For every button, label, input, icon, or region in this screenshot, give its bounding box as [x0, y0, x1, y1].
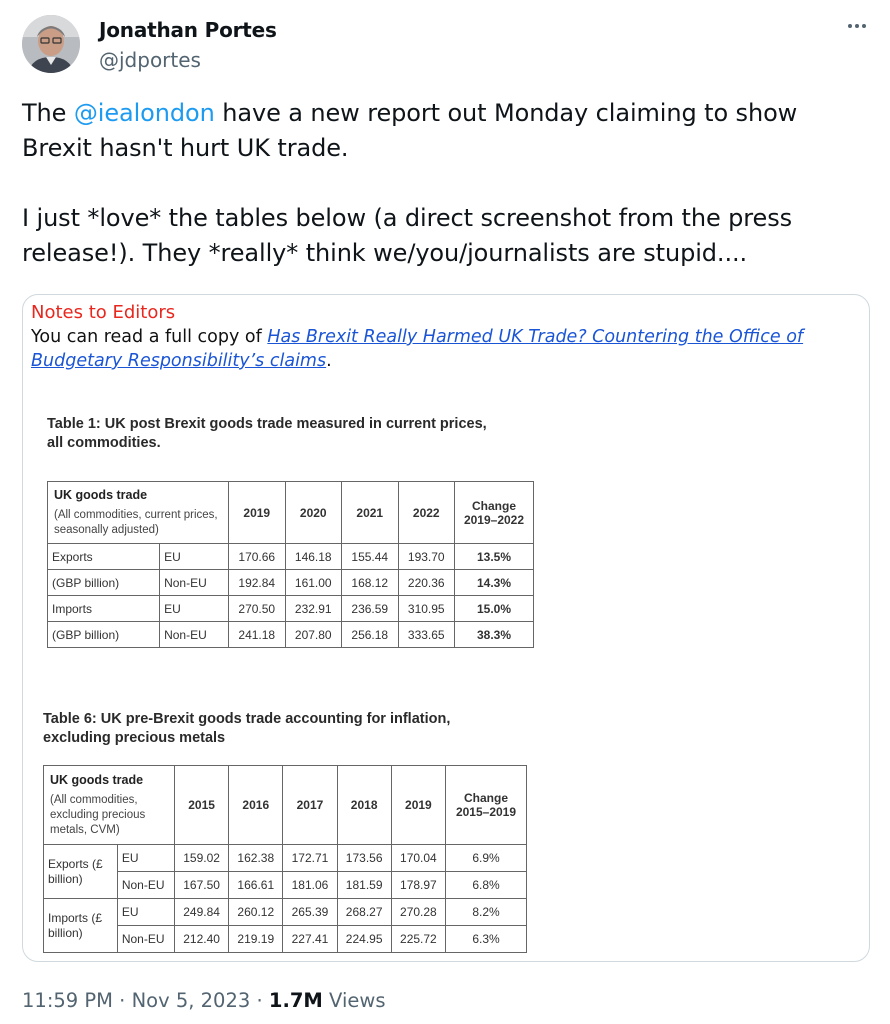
table6-cell: 265.39	[283, 899, 337, 926]
table6-cell: 178.97	[391, 872, 445, 899]
table6-change-cell: 6.3%	[446, 926, 527, 953]
table6-cell: 167.50	[175, 872, 229, 899]
table1-caption-line2: all commodities.	[47, 435, 161, 451]
table6-caption-line1: Table 6: UK pre-Brexit goods trade accounting for inflation,	[43, 711, 451, 727]
table1-cell: 207.80	[285, 622, 342, 648]
table6-year-header: 2017	[283, 766, 337, 845]
table1-cell: 310.95	[398, 596, 455, 622]
table6-row-region: Non-EU	[117, 872, 174, 899]
author-handle[interactable]: @jdportes	[99, 48, 201, 72]
table6-group-label: Imports (£ billion)	[44, 899, 118, 953]
tweet-text	[22, 96, 868, 271]
tweet-paragraph-1	[22, 96, 868, 166]
table1-year-header: 2020	[285, 482, 342, 544]
table1-year-header: 2021	[342, 482, 399, 544]
tweet-media-image[interactable]	[22, 294, 870, 962]
notes-suffix: .	[326, 351, 332, 371]
table1-change-cell: 38.3%	[455, 622, 534, 648]
tweet-text-segment: The	[22, 99, 74, 127]
table1-row	[48, 570, 534, 596]
table1-row-region: EU	[160, 544, 229, 570]
table1-caption	[47, 415, 487, 453]
table1-cell: 168.12	[342, 570, 399, 596]
tweet-date: Nov 5, 2023	[131, 989, 251, 1012]
views-label: Views	[329, 989, 386, 1012]
table1-caption-line1: Table 1: UK post Brexit goods trade measured in current prices,	[47, 416, 487, 432]
table6-row	[44, 899, 527, 926]
table1-row-label: (GBP billion)	[48, 622, 160, 648]
table1-cell: 256.18	[342, 622, 399, 648]
table6-cell: 219.19	[229, 926, 283, 953]
table1-change-cell: 14.3%	[455, 570, 534, 596]
table1-cell: 192.84	[229, 570, 286, 596]
table1-corner-sub: (All commodities, current prices, seasonally adjusted)	[54, 508, 218, 536]
table6-cell: 181.06	[283, 872, 337, 899]
tweet-header	[22, 15, 868, 75]
table1-row	[48, 544, 534, 570]
more-options-button[interactable]	[846, 15, 868, 42]
table6-cell: 270.28	[391, 899, 445, 926]
table1-row	[48, 622, 534, 648]
table1-change-cell: 15.0%	[455, 596, 534, 622]
table6-row-region: EU	[117, 899, 174, 926]
table1-cell: 193.70	[398, 544, 455, 570]
table1-cell: 270.50	[229, 596, 286, 622]
table6-change-cell: 8.2%	[446, 899, 527, 926]
table6-cell: 159.02	[175, 845, 229, 872]
table6-year-header: 2018	[337, 766, 391, 845]
table6-caption-line2: excluding precious metals	[43, 730, 226, 746]
table1-year-header: 2022	[398, 482, 455, 544]
table6-cell: 212.40	[175, 926, 229, 953]
views-count: 1.7M	[268, 989, 323, 1012]
table1-cell: 161.00	[285, 570, 342, 596]
table6-year-header: 2019	[391, 766, 445, 845]
table6-cell: 227.41	[283, 926, 337, 953]
avatar[interactable]	[22, 15, 80, 73]
tweet-time: 11:59 PM	[22, 989, 113, 1012]
notes-title: Notes to Editors	[31, 302, 176, 323]
table6-cell: 170.04	[391, 845, 445, 872]
table1-row-region: Non-EU	[160, 570, 229, 596]
table6-cell: 166.61	[229, 872, 283, 899]
table6-change-header: Change 2015–2019	[446, 766, 527, 845]
table1-corner-title: UK goods trade	[54, 487, 148, 502]
table6-cell: 268.27	[337, 899, 391, 926]
table6-row-region: EU	[117, 845, 174, 872]
table1-year-header: 2019	[229, 482, 286, 544]
table1-corner	[48, 482, 229, 544]
table6-cell: 173.56	[337, 845, 391, 872]
table1-change-cell: 13.5%	[455, 544, 534, 570]
table6-group-label: Exports (£ billion)	[44, 845, 118, 899]
table6-cell: 225.72	[391, 926, 445, 953]
table6-cell: 260.12	[229, 899, 283, 926]
table6-corner	[44, 766, 175, 845]
table6-cell: 224.95	[337, 926, 391, 953]
table6-cell: 181.59	[337, 872, 391, 899]
table1-cell: 241.18	[229, 622, 286, 648]
report-link: Has Brexit Really Harmed UK Trade? Countering the Office of Budgetary Responsibility’s claims	[31, 327, 804, 371]
table6-change-cell: 6.8%	[446, 872, 527, 899]
table1-cell: 333.65	[398, 622, 455, 648]
table6-header-row	[44, 766, 527, 845]
table1	[47, 481, 534, 648]
table6-row-region: Non-EU	[117, 926, 174, 953]
table1-cell: 155.44	[342, 544, 399, 570]
table6-corner-title: UK goods trade	[50, 772, 144, 787]
table6	[43, 765, 527, 953]
table1-row-region: Non-EU	[160, 622, 229, 648]
table1-cell: 236.59	[342, 596, 399, 622]
table1-cell: 170.66	[229, 544, 286, 570]
mention-link[interactable]: @iealondon	[73, 99, 215, 127]
table6-row	[44, 845, 527, 872]
author-name[interactable]: Jonathan Portes	[99, 18, 277, 42]
table6-cell: 162.38	[229, 845, 283, 872]
notes-prefix: You can read a full copy of	[31, 327, 268, 347]
table1-header-row	[48, 482, 534, 544]
table1-cell: 220.36	[398, 570, 455, 596]
table6-cell: 249.84	[175, 899, 229, 926]
table6-corner-sub: (All commodities, excluding precious metals, CVM)	[50, 793, 146, 836]
table1-row-label: (GBP billion)	[48, 570, 160, 596]
tweet-text-segment: have a new report out Monday claiming to show Brexit hasn't hurt UK trade.	[22, 99, 798, 162]
table1-row-label: Exports	[48, 544, 160, 570]
more-horizontal-icon	[846, 15, 868, 37]
avatar-image	[22, 15, 80, 73]
table6-year-header: 2016	[229, 766, 283, 845]
tweet-meta: 11:59 PM · Nov 5, 2023 · 1.7M Views	[22, 989, 386, 1012]
tweet-time-link[interactable]: 11:59 PM · Nov 5, 2023	[22, 989, 251, 1012]
table1-row	[48, 596, 534, 622]
table1-row-label: Imports	[48, 596, 160, 622]
table6-caption	[43, 710, 450, 748]
table6-cell: 172.71	[283, 845, 337, 872]
table1-row-region: EU	[160, 596, 229, 622]
table1-change-header: Change 2019–2022	[455, 482, 534, 544]
table6-change-cell: 6.9%	[446, 845, 527, 872]
tweet-paragraph-2: I just *love* the tables below (a direct screenshot from the press release!). They *really* think we/you/journalists are stupid....	[22, 204, 793, 267]
table6-year-header: 2015	[175, 766, 229, 845]
table1-cell: 232.91	[285, 596, 342, 622]
table1-cell: 146.18	[285, 544, 342, 570]
notes-body	[31, 325, 861, 373]
